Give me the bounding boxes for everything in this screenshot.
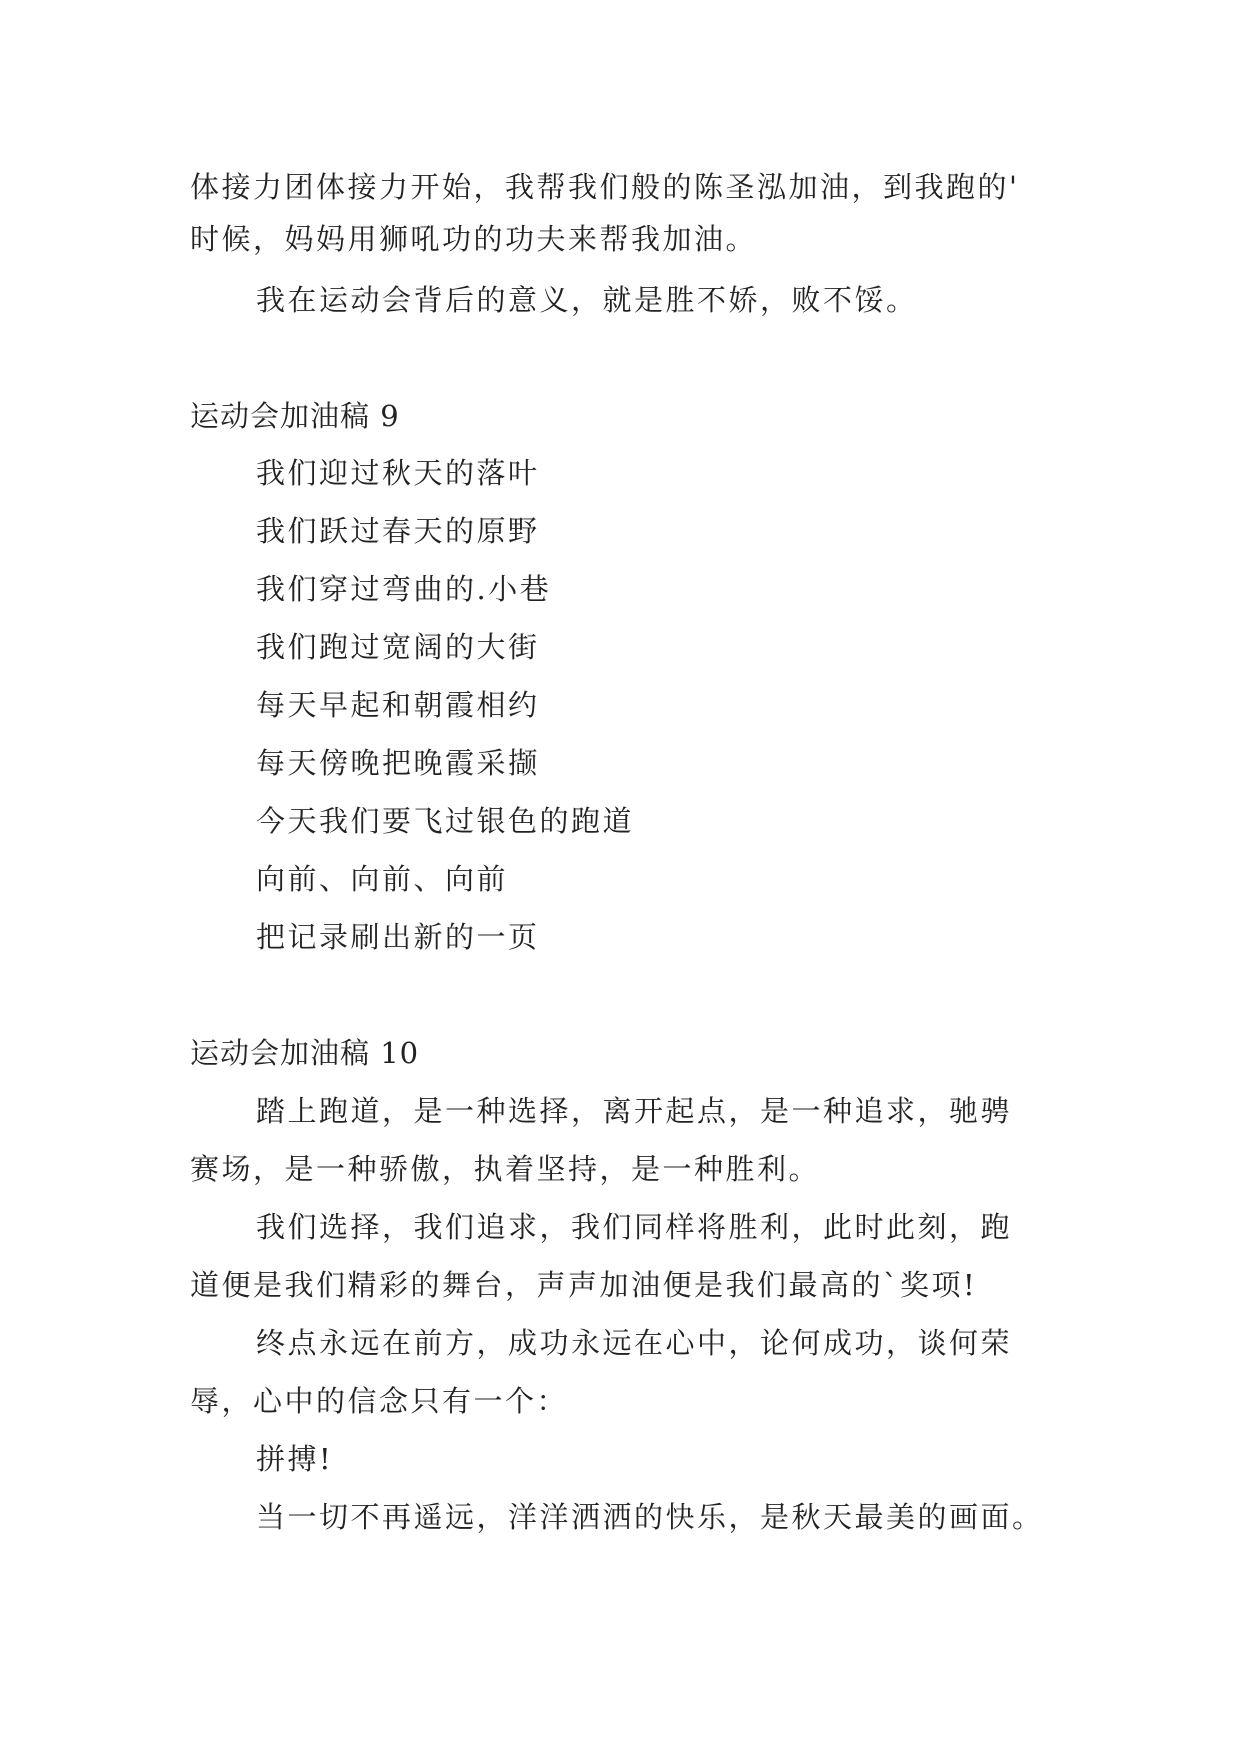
paragraph-line: 体接力团体接力开始，我帮我们般的陈圣泓加油，到我跑的': [190, 170, 1020, 204]
paragraph-line: 终点永远在前方，成功永远在心中，论何成功，谈何荣: [256, 1326, 1013, 1360]
poem-line: 我们迎过秋天的落叶: [256, 456, 540, 490]
paragraph-line: 辱，心中的信念只有一个：: [190, 1384, 569, 1418]
paragraph-line: 拼搏!: [256, 1442, 334, 1476]
poem-line: 我们穿过弯曲的.小巷: [256, 572, 552, 606]
paragraph-line: 我们选择，我们追求，我们同样将胜利，此时此刻，跑: [256, 1210, 1013, 1244]
poem-line: 每天傍晚把晚霞采撷: [256, 746, 540, 780]
paragraph-line: 赛场，是一种骄傲，执着坚持，是一种胜利。: [190, 1152, 821, 1186]
poem-line: 今天我们要飞过银色的跑道: [256, 804, 635, 838]
poem-line: 每天早起和朝霞相约: [256, 688, 540, 722]
poem-line: 我们跃过春天的原野: [256, 514, 540, 548]
paragraph-line: 时候，妈妈用狮吼功的功夫来帮我加油。: [190, 222, 758, 256]
paragraph-line: 踏上跑道，是一种选择，离开起点，是一种追求，驰骋: [256, 1094, 1013, 1128]
paragraph-line: 道便是我们精彩的舞台，声声加油便是我们最高的`奖项!: [190, 1268, 978, 1302]
paragraph-line: 我在运动会背后的意义，就是胜不娇，败不馁。: [256, 283, 918, 317]
section-title: 运动会加油稿 9: [190, 399, 400, 433]
poem-line: 向前、向前、向前: [256, 862, 509, 896]
poem-line: 我们跑过宽阔的大街: [256, 630, 540, 664]
paragraph-line: 当一切不再遥远，洋洋洒洒的快乐，是秋天最美的画面。: [256, 1500, 1044, 1534]
section-title: 运动会加油稿 10: [190, 1036, 420, 1070]
poem-line: 把记录刷出新的一页: [256, 920, 540, 954]
